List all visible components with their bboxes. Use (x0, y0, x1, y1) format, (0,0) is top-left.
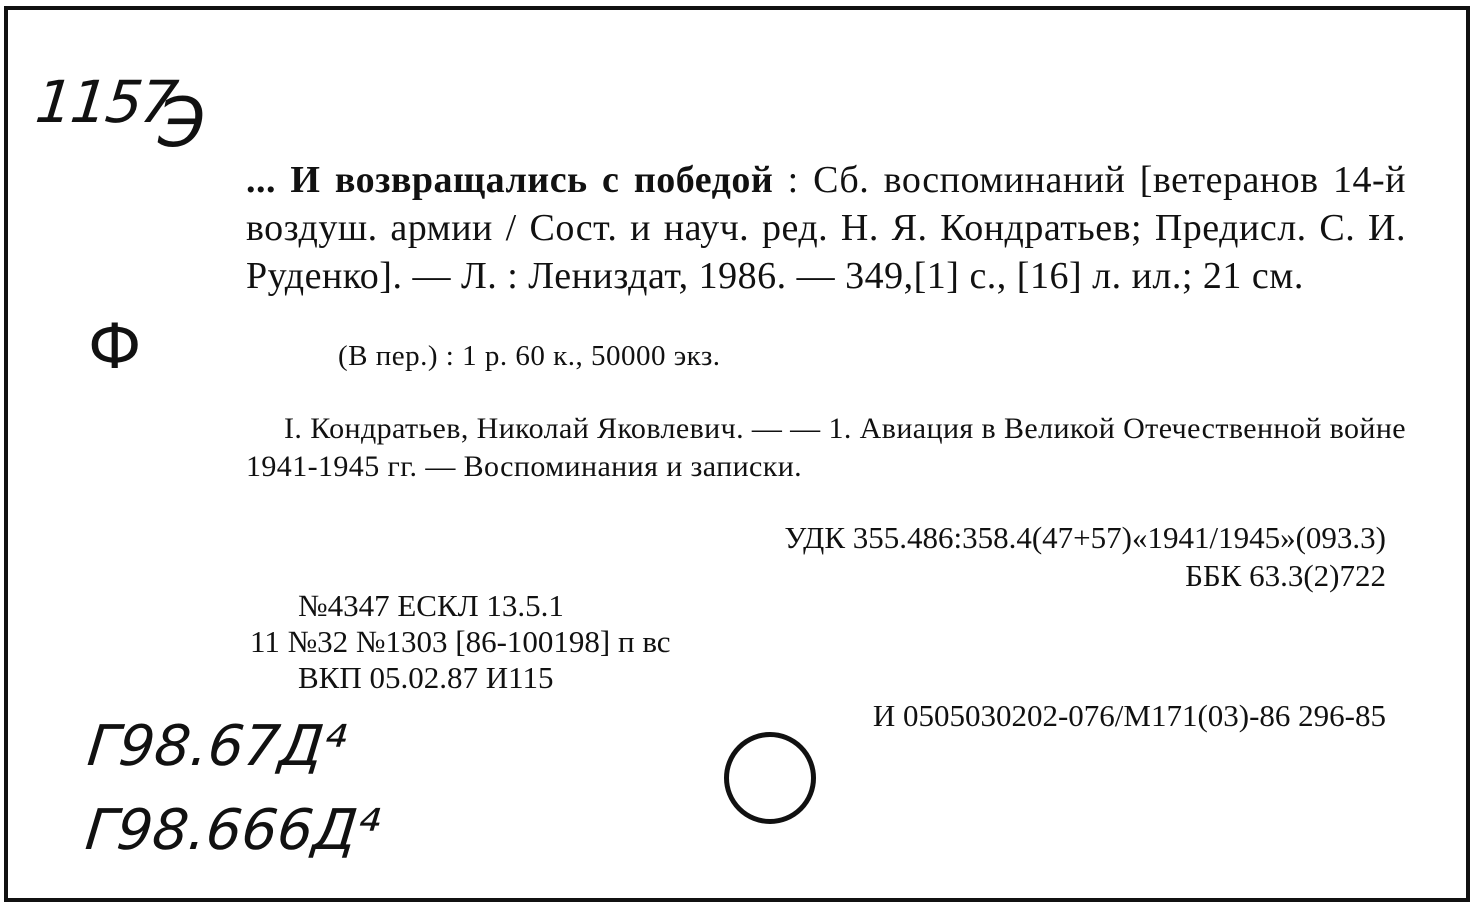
circle-stamp (724, 732, 816, 824)
isbn-line: И 0505030202-076/М171(03)-86 296-85 (872, 698, 1386, 733)
print-info-line-2: 11 №32 №1303 [86-100198] п вс (250, 624, 671, 659)
catalog-card (4, 6, 1470, 902)
price-line: (В пер.) : 1 р. 60 к., 50000 экз. (338, 340, 721, 372)
bbk-code: ББК 63.3(2)722 (1185, 558, 1386, 593)
book-details: : Сб. воспоминаний [ветеранов 14-й воздуш. армии / Сост. и науч. ред. Н. Я. Кондратьев; Предисл. С. И. Руденко]. — Л. : Лениздат, 1986. — 349,[1] с., [16] л. ил.; 21 см. (246, 159, 1407, 297)
handwritten-f-mark: Ф (88, 310, 142, 383)
handwritten-code-2: Г98.666Д⁴ (82, 798, 383, 863)
handwritten-mark: Э (158, 84, 206, 163)
print-info-line-1: №4347 ЕСКЛ 13.5.1 (298, 588, 564, 623)
udk-code: УДК 355.486:358.4(47+57)«1941/1945»(093.3) (784, 520, 1386, 555)
print-info-line-3: ВКП 05.02.87 И115 (298, 660, 554, 695)
bibliographic-description (246, 156, 1406, 300)
subject-headings: I. Кондратьев, Николай Яковлевич. — — 1. Авиация в Великой Отечественной войне 1941-1945 гг. — Воспоминания и записки. (246, 412, 1406, 483)
handwritten-call-number: 1157 (32, 68, 180, 136)
book-title: ... И возвращались с победой (246, 159, 774, 201)
handwritten-code-1: Г98.67Д⁴ (84, 714, 350, 779)
